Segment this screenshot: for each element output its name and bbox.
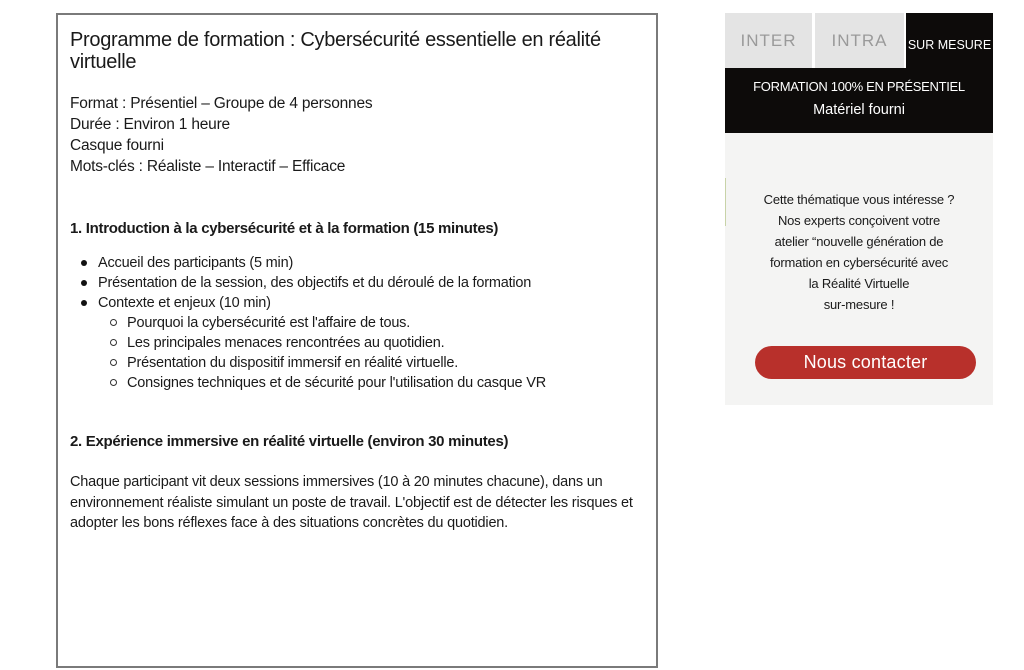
list-item-text: Accueil des participants (5 min) <box>98 255 294 271</box>
meta-headset: Casque fourni <box>70 137 164 154</box>
program-document <box>56 13 658 668</box>
list-item <box>98 273 644 293</box>
bullet-icon <box>81 260 87 266</box>
sub-list-item-text: Les principales menaces rencontrées au quotidien. <box>127 335 445 351</box>
cta-line: formation en cybersécurité avec <box>769 255 949 270</box>
section-2-heading: 2. Expérience immersive en réalité virtuelle (environ 30 minutes) <box>70 433 509 450</box>
meta-format: Format : Présentiel – Groupe de 4 personnes <box>70 95 373 112</box>
contact-button[interactable]: Nous contacter <box>755 346 976 379</box>
banner-format: FORMATION 100% EN PRÉSENTIEL <box>753 79 965 94</box>
list-item-text: Présentation de la session, des objectifs et du déroulé de la formation <box>98 275 532 291</box>
circle-bullet-icon <box>110 319 117 326</box>
circle-bullet-icon <box>110 339 117 346</box>
tab-sur-mesure[interactable]: SUR MESURE <box>906 13 993 68</box>
circle-bullet-icon <box>110 359 117 366</box>
cta-message <box>725 189 993 315</box>
tab-inter[interactable]: INTER <box>725 13 812 68</box>
bullet-icon <box>81 300 87 306</box>
bullet-icon <box>81 280 87 286</box>
sub-list-item <box>127 373 644 393</box>
list-item-text: Contexte et enjeux (10 min) <box>98 295 271 311</box>
sub-list-item <box>127 313 644 333</box>
sub-list-item <box>127 333 644 353</box>
banner-equipment: Matériel fourni <box>813 102 905 118</box>
tab-intra[interactable]: INTRA <box>815 13 904 68</box>
cta-line: atelier “nouvelle génération de <box>774 234 944 249</box>
section-1-list <box>70 253 644 393</box>
list-item <box>98 253 644 273</box>
format-banner <box>725 68 993 133</box>
program-meta <box>70 93 644 177</box>
cta-line: sur-mesure ! <box>823 297 895 312</box>
cta-line: Cette thématique vous intéresse ? <box>763 192 955 207</box>
section-1-heading: 1. Introduction à la cybersécurité et à la formation (15 minutes) <box>70 220 499 237</box>
formation-type-tabs <box>725 13 993 68</box>
formation-sidebar <box>725 13 993 405</box>
circle-bullet-icon <box>110 379 117 386</box>
cta-line: la Réalité Virtuelle <box>808 276 910 291</box>
sub-list-item-text: Pourquoi la cybersécurité est l'affaire de tous. <box>127 315 411 331</box>
sub-list-item-text: Présentation du dispositif immersif en réalité virtuelle. <box>127 355 459 371</box>
meta-duration: Durée : Environ 1 heure <box>70 116 230 133</box>
cta-line: Nos experts conçoivent votre <box>777 213 941 228</box>
section-2-paragraph: Chaque participant vit deux sessions immersives (10 à 20 minutes chacune), dans un environnement réaliste simulant un poste de travail. L'objectif est de détecter les risques et adopter les bons réflexes face à des situations concrètes du quotidien. <box>70 474 633 531</box>
sub-list <box>98 313 644 393</box>
meta-keywords: Mots-clés : Réaliste – Interactif – Efficace <box>70 158 346 175</box>
list-item <box>98 293 644 393</box>
sub-list-item-text: Consignes techniques et de sécurité pour l'utilisation du casque VR <box>127 375 546 391</box>
sub-list-item <box>127 353 644 373</box>
program-title: Programme de formation : Cybersécurité essentielle en réalité virtuelle <box>70 29 601 73</box>
contact-panel <box>725 133 993 405</box>
